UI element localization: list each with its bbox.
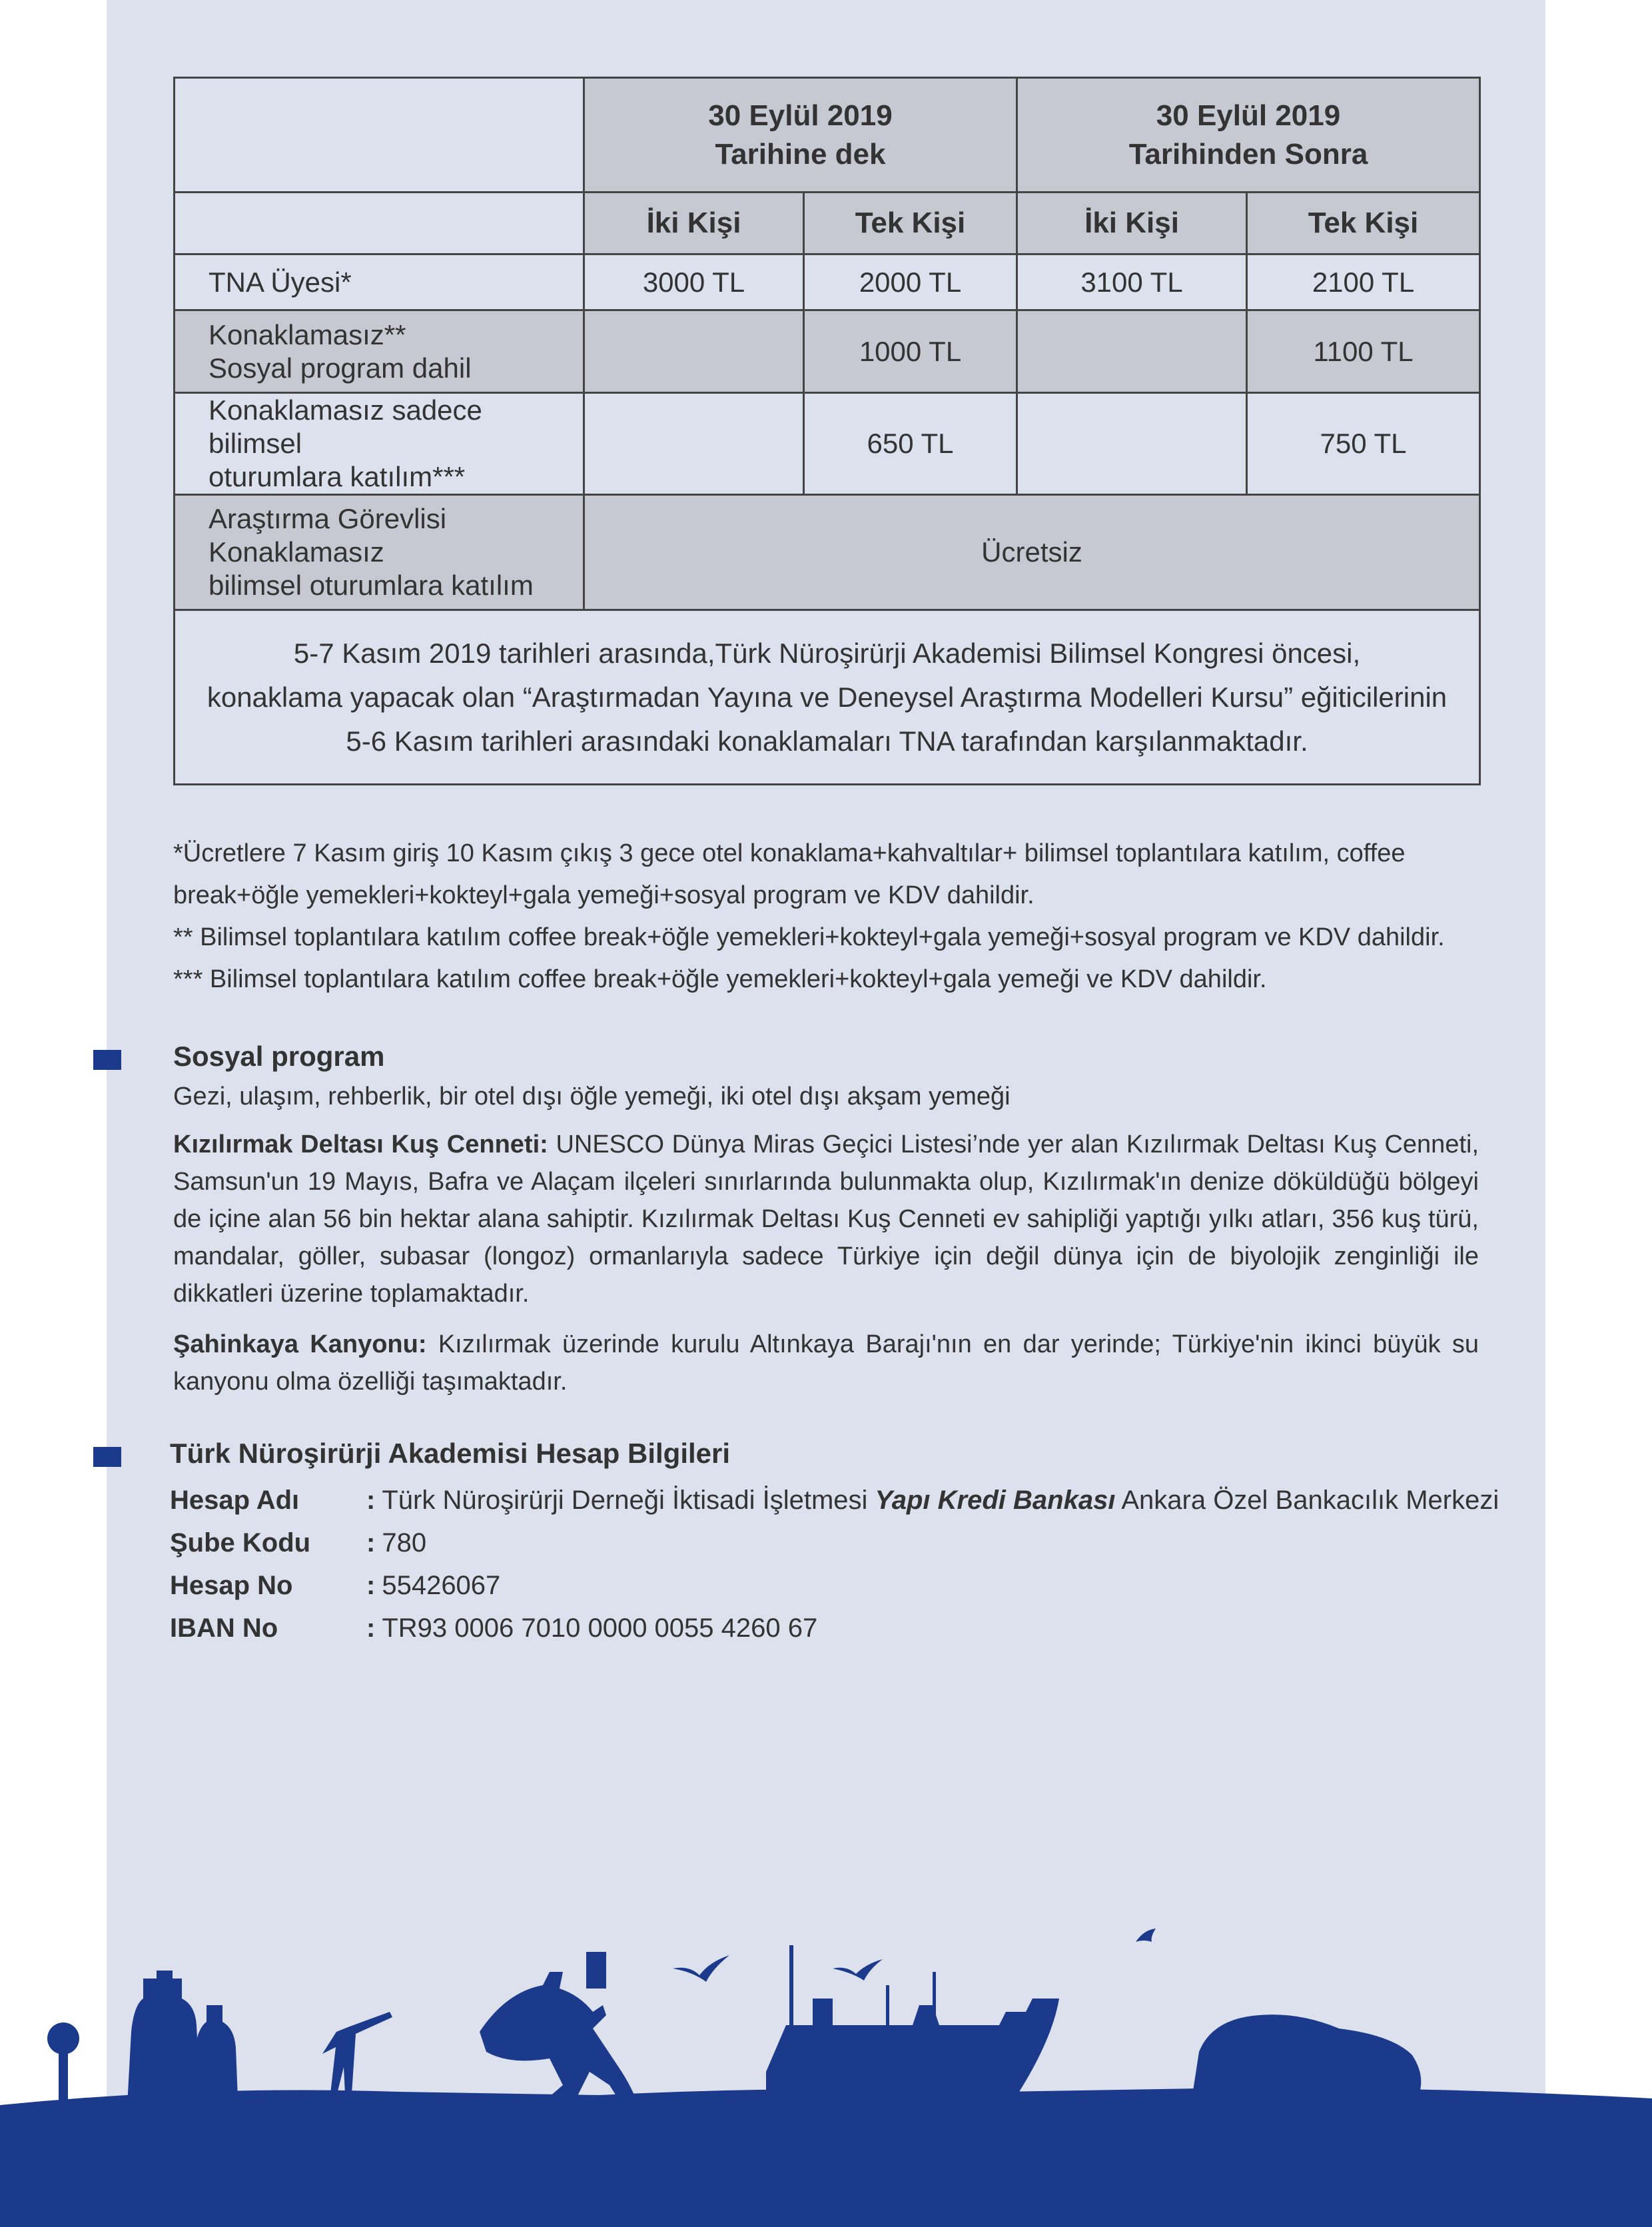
section-bullet [93,1050,121,1070]
fee-table [173,77,1481,785]
bird-icon [673,1955,729,1982]
price-cell: 3000 TL [584,254,804,310]
table-row [175,495,1480,610]
globe-statue-icon [47,2022,79,2054]
pointing-statue-icon [322,2012,392,2094]
ground-silhouette [0,2088,1652,2227]
price-cell: 650 TL [804,393,1017,495]
price-cell [1017,393,1247,495]
bird-icon [833,1959,883,1981]
price-cell: 2100 TL [1247,254,1480,310]
social-program-subtitle: Gezi, ulaşım, rehberlik, bir otel dışı öğle yemeği, iki otel dışı akşam yemeği [173,1083,1011,1111]
bird-icon [1136,1929,1156,1942]
bank-row: Şube Kodu : 780 [170,1528,427,1558]
rock-icon [1192,2014,1421,2095]
city-skyline-illustration [0,1905,1652,2227]
price-cell: 3100 TL [1017,254,1247,310]
kizilirmak-paragraph: Kızılırmak Deltası Kuş Cenneti: UNESCO Dünya Miras Geçici Listesi’nde yer alan Kızılırmak Deltası Kuş Cenneti, Samsun'un 19 Mayıs, Bafra ve Alaçam ilçeleri sınırlarında bulunmakta olup, Kızılırmak'ın denize döküldüğü bölgeyi de içine alan 56 bin hektar alana sahiptir. Kızılırmak Deltası Kuş Cenneti ev sahipliği yaptığı yılkı atları, 356 kuş türü, mandalar, göller, subasar (longoz) ormanlarıyla sadece Türkiye için değil dünya için de biyolojik zenginliği ile dikkatleri üzerine toplamaktadır. [173,1130,1479,1308]
section-bullet [93,1447,121,1467]
col-double-after: İki Kişi [1017,193,1247,254]
bank-row: Hesap No : 55426067 [170,1571,501,1600]
table-header-occupancy [175,193,1480,254]
price-cell [584,310,804,393]
bank-info [170,1479,1499,1649]
col-double-before: İki Kişi [584,193,804,254]
row-label: Konaklamasız sadece bilimsel oturumlara katılım*** [175,393,584,495]
period-before-date: 30 Eylül 2019 [708,99,893,132]
price-cell: 1100 TL [1247,310,1480,393]
footnote: *** Bilimsel toplantılara katılım coffee break+öğle yemekleri+kokteyl+gala yemeği ve KDV dahildir. [173,965,1267,993]
row-label: TNA Üyesi* [175,254,584,310]
table-row [175,393,1480,495]
price-cell: 1000 TL [804,310,1017,393]
table-row [175,310,1480,393]
price-cell: 750 TL [1247,393,1480,495]
period-after-date: 30 Eylül 2019 [1156,99,1341,132]
table-note: 5-7 Kasım 2019 tarihleri arasında,Türk Nüroşirürji Akademisi Bilimsel Kongresi öncesi, konaklama yapacak olan “Araştırmadan Yayına ve Deneysel Araştırma Modelleri Kursu” eğiticilerinin 5-6 Kasım tarihleri arasındaki konaklamaları TNA tarafından karşılanmaktadır. [175,610,1480,785]
price-cell [584,393,804,495]
price-cell: 2000 TL [804,254,1017,310]
free-cell: Ücretsiz [584,495,1480,610]
table-row [175,254,1480,310]
period-before-header [584,78,1017,193]
social-program-title: Sosyal program [173,1041,385,1072]
row-label: Konaklamasız** Sosyal program dahil [175,310,584,393]
footnotes [173,833,1479,1001]
statue-figures-icon [127,1971,201,2105]
bank-row: Hesap Adı : Türk Nüroşirürji Derneği İktisadi İşletmesi Yapı Kredi Bankası Ankara Özel Bankacılık Merkezi [170,1486,1499,1515]
table-note-row [175,610,1480,785]
ship-icon [766,1999,1059,2092]
row-label: Araştırma Görevlisi Konaklamasız bilimsel oturumlara katılım [175,495,584,610]
empty-cell [175,78,584,193]
period-after-header [1017,78,1480,193]
bank-info-title: Türk Nüroşirürji Akademisi Hesap Bilgileri [170,1438,731,1469]
col-single-before: Tek Kişi [804,193,1017,254]
sahinkaya-paragraph: Şahinkaya Kanyonu: Kızılırmak üzerinde kurulu Altınkaya Barajı'nın en dar yerinde; Türkiye'nin ikinci büyük su kanyonu olma özelliği taşımaktadır. [173,1330,1479,1396]
price-cell [1017,310,1247,393]
col-single-after: Tek Kişi [1247,193,1480,254]
empty-cell [175,193,584,254]
footnote: *Ücretlere 7 Kasım giriş 10 Kasım çıkış 3 gece otel konaklama+kahvaltılar+ bilimsel toplantılara katılım, coffee break+öğle yemekleri+kokteyl+gala yemeği+sosyal program ve KDV dahildir. [173,839,1406,909]
period-after-label: Tarihinden Sonra [1128,137,1368,171]
table-header-periods [175,78,1480,193]
bank-row: IBAN No : TR93 0006 7010 0000 0055 4260 67 [170,1613,818,1643]
footnote: ** Bilimsel toplantılara katılım coffee break+öğle yemekleri+kokteyl+gala yemeği+sosyal program ve KDV dahildir. [173,923,1445,951]
period-before-label: Tarihine dek [715,137,886,171]
